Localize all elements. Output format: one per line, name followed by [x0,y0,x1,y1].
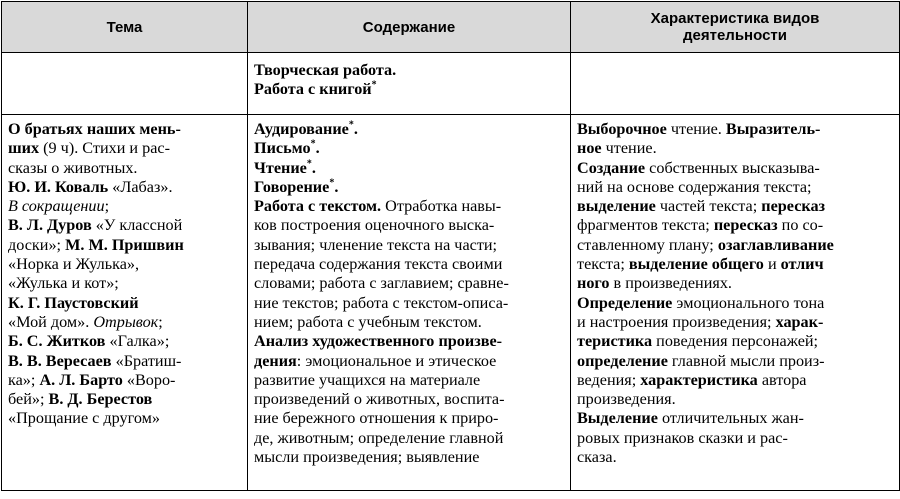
header-row [2,2,900,53]
table-row [2,53,900,115]
cell-theme-empty [2,53,248,115]
header-content: Содержание [248,2,571,53]
cell-activity: Выборочное чтение. Выразитель- ное чтение. Создание собственных высказыва- ний на основе содержания текста; выделение частей текста; пересказ фрагментов текста; пересказ по со- ставленному плану; озаглавливание текста; выделение общего и отлич ного в произведениях. Определение эмоционального тона и настроения произведения; харак- теристика поведения персонажей; определение главной мысли произ- ведения; характеристика автора произведения. Выделение отличительных жан- ровых признаков сказки и рас- сказа. [571,115,900,491]
header-activity: Характеристика видов деятельности [571,2,900,53]
cell-activity-empty [571,53,900,115]
document-table [1,1,900,491]
table-row [2,115,900,491]
cell-theme: О братьях наших мень- ших (9 ч). Стихи и рас- сказы о животных. Ю. И. Коваль «Лабаз». В сокращении; В. Л. Дуров «У классной доски»; М. М. Пришвин «Норка и Жулька», «Жулька и кот»; К. Г. Паустовский «Мой дом». Отрывок; Б. С. Житков «Галка»; В. В. Вересаев «Братиш- ка»; А. Л. Барто «Воро- бей»; В. Д. Берестов «Прощание с другом» [2,115,248,491]
cell-content-creative: Творческая работа. Работа с книгой* [248,53,571,115]
cell-content: Аудирование*. Письмо*. Чтение*. Говорение*. Работа с текстом. Отработка навы- ков построения оценочного выска- зывания; членение текста на части; передача содержания текста своими словами; работа с заглавием; сравне- ние текстов; работа с текстом-описа- нием; работа с учебным текстом. Анализ художественного произве- дения: эмоциональное и этическое развитие учащихся на материале произведений о животных, воспита- ние бережного отношения к приро- де, животным; определение главной мысли произведения; выявление [248,115,571,491]
header-theme: Тема [2,2,248,53]
